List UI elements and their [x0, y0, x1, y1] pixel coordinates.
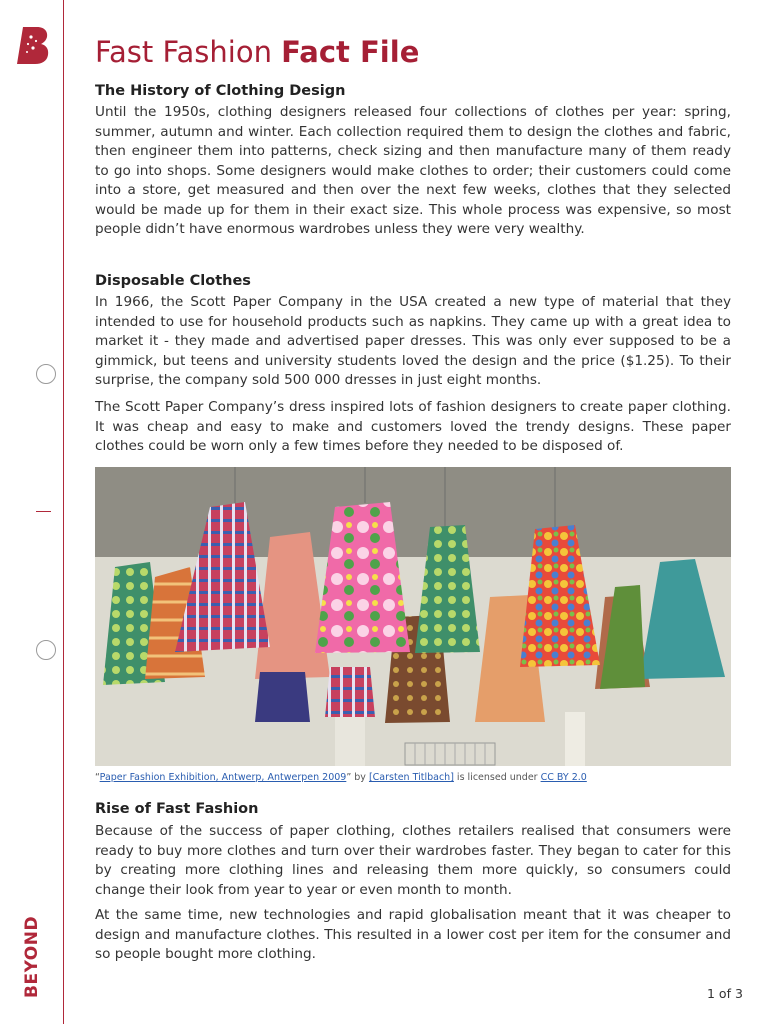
photo-caption	[95, 772, 587, 783]
caption-author-link[interactable]: [Carsten Titlbach]	[368, 772, 454, 783]
beyond-b-logo-icon	[14, 24, 52, 66]
paper-dresses-photo	[95, 467, 731, 766]
paragraph-fast-fashion-2: At the same time, new technologies and rapid globalisation meant that it was cheaper to design and manufacture clothes. This resulted in a lower cost per item for the consumer and so people bought more clothing.	[95, 907, 731, 962]
page-number: 1 of 3	[707, 986, 743, 1001]
caption-title-link[interactable]: Paper Fashion Exhibition, Antwerp, Antwerpen 2009	[99, 772, 347, 783]
section-heading-fast-fashion: Rise of Fast Fashion	[95, 801, 259, 817]
title-bold: Fact File	[281, 35, 420, 69]
paragraph-history: Until the 1950s, clothing designers released four collections of clothes per year: spring, summer, autumn and winter. Each collection required them to design the clothes and fabric, then engineer them into patterns, check sizing and then manufacture many of them ready to go into shops. Some designers would make clothes to order; their customers could come into a store, get measured and then over the next few weeks, clothes that they selected would be made up for them in their exact size. This whole process was expensive, so most people didn’t have enormous wardrobes unless they were very wealthy.	[95, 104, 731, 237]
paragraph-disposable-2: The Scott Paper Company’s dress inspired lots of fashion designers to create paper clothing. It was cheap and easy to make and customers loved the trendy designs. These paper clothes could be worn only a few times before they needed to be disposed of.	[95, 399, 731, 454]
section-heading-history: The History of Clothing Design	[95, 83, 346, 99]
caption-open-quote: “	[95, 772, 100, 783]
title-normal: Fast Fashion	[95, 35, 272, 69]
caption-by-text: ” by	[346, 772, 369, 783]
paragraph-fast-fashion-1: Because of the success of paper clothing, clothes retailers realised that consumers were ready to buy more clothes and turn over their wardrobes faster. They began to cater for this by creating more clothing lines and releasing them more quickly, so consumers could change their look from year to year or even month to month.	[95, 823, 731, 898]
punch-hole-top	[36, 364, 56, 384]
brand-vertical-label: BEYOND	[22, 915, 42, 998]
fold-mark	[36, 511, 51, 512]
section-heading-disposable: Disposable Clothes	[95, 273, 251, 289]
caption-license-link[interactable]: CC BY 2.0	[540, 772, 587, 783]
page-title	[95, 35, 419, 69]
caption-license-text: is licensed under	[453, 772, 541, 783]
paragraph-disposable-1: In 1966, the Scott Paper Company in the USA created a new type of material that they intended to use for household products such as napkins. They came up with a great idea to market it - they made and advertised paper dresses. This was only ever supposed to be a gimmick, but teens and university students loved the design and the price ($1.25). To their surprise, the company sold 500 000 dresses in just eight months.	[95, 294, 731, 388]
margin-rule	[63, 0, 64, 1024]
punch-hole-bottom	[36, 640, 56, 660]
